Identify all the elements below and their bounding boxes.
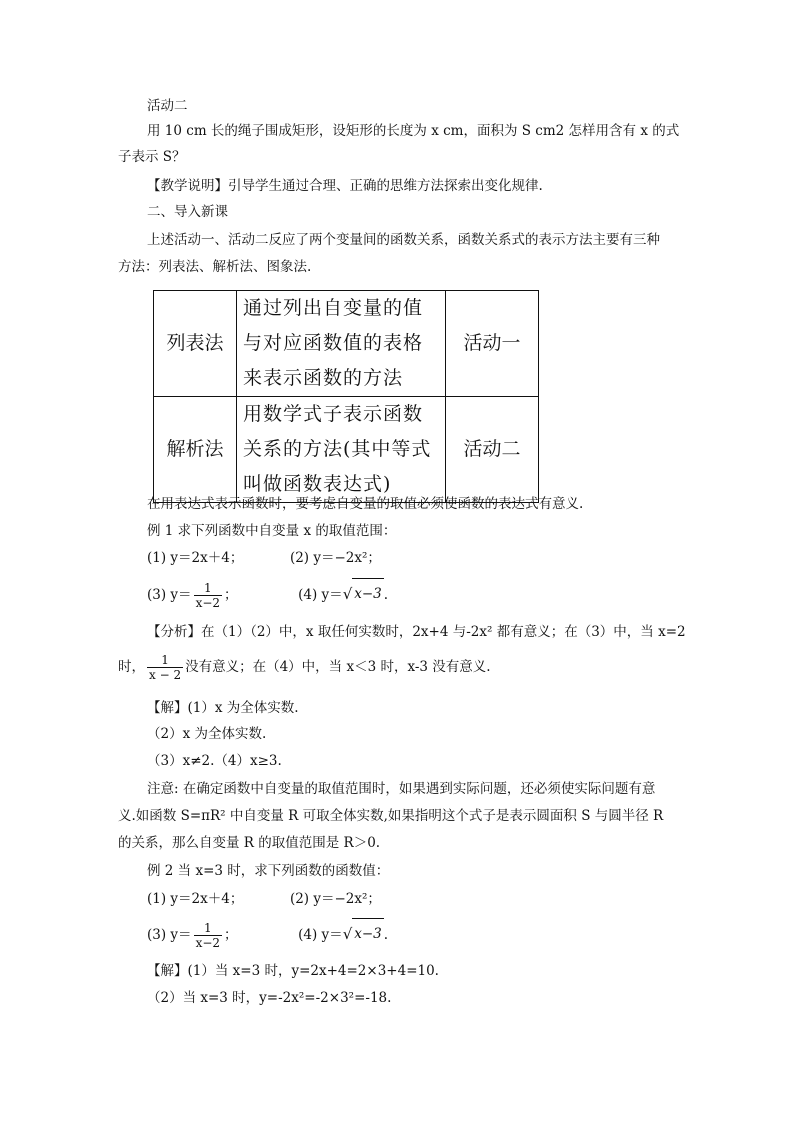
- fraction-numerator: 1: [203, 921, 212, 935]
- math-expression: y＝: [170, 927, 192, 943]
- radicand: x−3: [352, 578, 384, 609]
- analysis-line-1: 【分析】在（1）（2）中，x 取任何实数时，2x+4 与-2x² 都有意义；在（3）中，当 x=2: [147, 624, 686, 640]
- punctuation: .: [383, 587, 389, 603]
- item-label: (1): [147, 891, 167, 907]
- item-label: (3): [147, 927, 167, 943]
- activity-2-line-2: 子表示 S？: [118, 149, 186, 165]
- intro-line-2: 方法：列表法、解析法、图象法.: [118, 259, 312, 275]
- section-heading: 二、导入新课: [147, 204, 228, 220]
- description-line: 来表示函数的方法: [243, 367, 404, 389]
- attention-line-1: 注意: 在确定函数中自变量的取值范围时，如果遇到实际问题，还必须使实际问题有意: [147, 781, 656, 797]
- item-label: (2): [289, 891, 310, 907]
- math-expression: y＝: [321, 927, 343, 943]
- fraction-numerator: 1: [161, 653, 169, 667]
- radical-sign: √: [342, 585, 353, 603]
- item-label: (2): [289, 550, 310, 566]
- analysis-line-2: [118, 650, 491, 684]
- fraction-denominator: x−2: [195, 596, 221, 610]
- math-expression: y＝−2x²；: [313, 550, 381, 566]
- methods-table: [153, 290, 539, 503]
- text-fragment: 时，: [118, 659, 145, 675]
- description-line: 通过列出自变量的值: [243, 297, 424, 319]
- math-expression: y＝: [170, 587, 192, 603]
- fraction-denominator: x − 2: [149, 668, 182, 682]
- method-description: [237, 397, 446, 503]
- method-name: 列表法: [154, 291, 237, 397]
- text-fragment: 没有意义；在（4）中，当 x＜3 时，x-3 没有意义.: [185, 659, 491, 675]
- example-2-title: 例 2 当 x=3 时，求下列函数的函数值：: [147, 863, 390, 879]
- intro-line-1: 上述活动一、活动二反应了两个变量间的函数关系，函数关系式的表示方法主要有三种: [147, 232, 660, 248]
- example-2-row-2: [147, 918, 388, 950]
- method-description: [237, 291, 446, 397]
- punctuation: ；: [224, 927, 238, 943]
- math-expression: y＝−2x²；: [313, 891, 381, 907]
- square-root: [343, 918, 384, 949]
- fraction: [147, 653, 183, 682]
- item-label: (4): [298, 587, 318, 603]
- description-line: 与对应函数值的表格: [243, 332, 424, 354]
- solution-1-line-3: （3）x≠2.（4）x≥3.: [147, 753, 282, 769]
- math-expression: y＝: [321, 587, 343, 603]
- solution-2-line-1: 【解】(1）当 x=3 时，y=2x+4=2×3+4=10.: [147, 963, 439, 979]
- item-label: (4): [298, 927, 318, 943]
- item-label: (3): [147, 587, 167, 603]
- math-expression: y＝2x＋4；: [170, 891, 244, 907]
- method-reference: 活动一: [446, 291, 539, 397]
- solution-2-line-2: （2）当 x=3 时，y=-2x²=-2×3²=-18.: [147, 990, 392, 1006]
- table-row: [154, 291, 539, 397]
- square-root: [343, 578, 384, 609]
- punctuation: .: [383, 927, 389, 943]
- fraction: [194, 581, 222, 610]
- expression-note: 在用表达式表示函数时，要考虑自变量的取值必须使函数的表达式有意义.: [147, 496, 584, 512]
- solution-1-line-2: （2）x 为全体实数.: [147, 726, 267, 742]
- description-line: 关系的方法(其中等式: [243, 438, 432, 460]
- activity-2-title: 活动二: [147, 98, 188, 114]
- solution-1-line-1: 【解】(1）x 为全体实数.: [147, 700, 299, 716]
- method-name: 解析法: [154, 397, 237, 503]
- radical-sign: √: [342, 925, 353, 943]
- fraction-denominator: x−2: [195, 936, 221, 950]
- activity-2-line-1: 用 10 cm 长的绳子围成矩形，设矩形的长度为 x cm，面积为 S cm2 怎样用含有 x 的式: [147, 123, 680, 139]
- table-row: [154, 397, 539, 503]
- example-2-row-1: [147, 889, 381, 909]
- example-1-title: 例 1 求下列函数中自变量 x 的取值范围：: [147, 523, 397, 539]
- fraction: [194, 921, 222, 950]
- math-expression: y＝2x＋4；: [170, 550, 244, 566]
- attention-line-3: 的关系，那么自变量 R 的取值范围是 R＞0.: [118, 835, 381, 851]
- description-line: 叫做函数表达式): [243, 473, 392, 495]
- radicand: x−3: [352, 918, 384, 949]
- attention-line-2: 义.如函数 S=πR² 中自变量 R 可取全体实数,如果指明这个式子是表示圆面积 S 与圆半径 R: [118, 808, 664, 824]
- teaching-note: 【教学说明】引导学生通过合理、正确的思维方法探索出变化规律.: [147, 178, 543, 194]
- item-label: (1): [147, 550, 167, 566]
- punctuation: ；: [224, 587, 238, 603]
- example-1-row-2: [147, 578, 388, 610]
- method-reference: 活动二: [446, 397, 539, 503]
- fraction-numerator: 1: [203, 581, 212, 595]
- example-1-row-1: [147, 548, 381, 568]
- description-line: 用数学式子表示函数: [243, 403, 424, 425]
